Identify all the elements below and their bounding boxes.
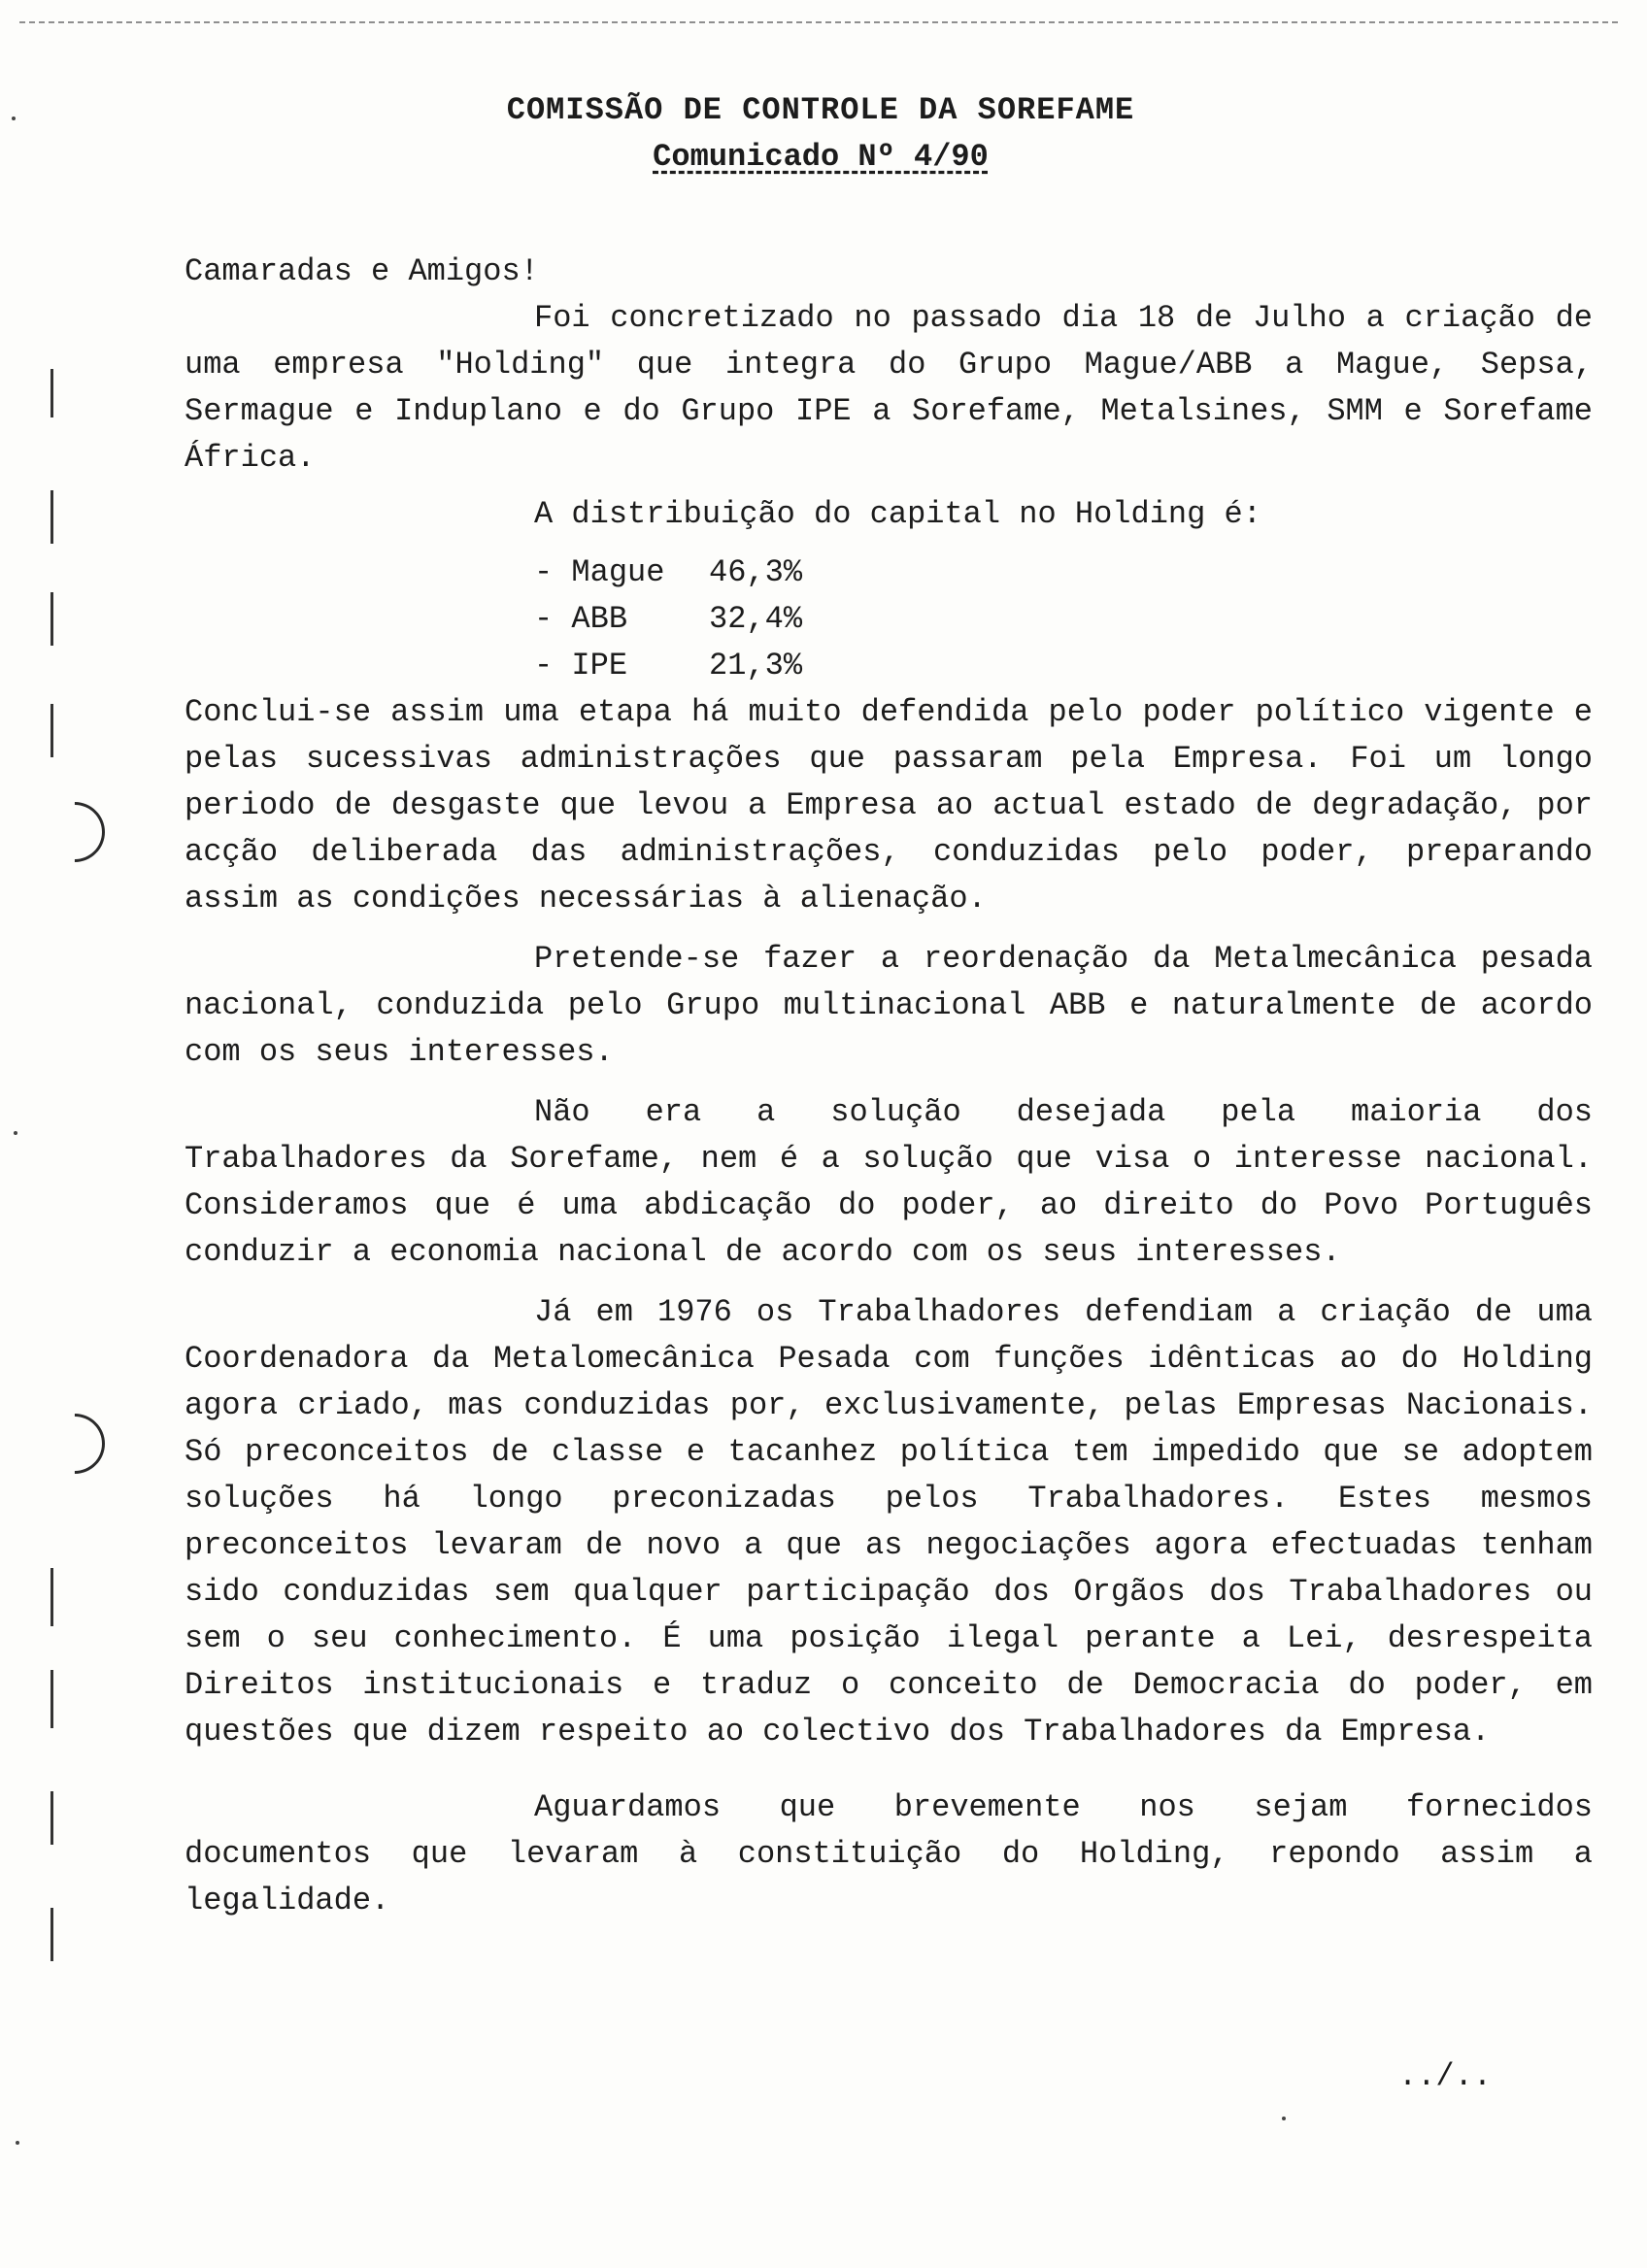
list-item: [534, 643, 1593, 689]
top-dashed-rule: [19, 21, 1618, 23]
capital-holder: - Mague: [534, 554, 665, 590]
capital-distribution-intro: A distribuição do capital no Holding é:: [534, 496, 1261, 532]
margin-mark: [50, 592, 53, 646]
capital-share: 46,3%: [709, 554, 803, 590]
document-subtitle: Comunicado Nº 4/90: [653, 139, 989, 175]
paragraph-reordering: Pretende-se fazer a reordenação da Metalmecânica pesada nacional, conduzida pelo Grupo multinacional ABB e naturalmente de acordo com os seus interesses.: [185, 941, 1593, 1070]
margin-mark: [50, 1670, 53, 1728]
capital-holder: - ABB: [534, 601, 628, 637]
document-title: COMISSÃO DE CONTROLE DA SOREFAME: [506, 92, 1135, 128]
punch-hole: [32, 1401, 118, 1486]
paragraph-holding-creation: Foi concretizado no passado dia 18 de Julho a criação de uma empresa "Holding" que integra do Grupo Mague/ABB a Mague, Sepsa, Sermague e Induplano e do Grupo IPE a Sorefame, Metalsines, SMM e Sorefame África.: [185, 300, 1593, 476]
capital-holder: - IPE: [534, 648, 628, 684]
paragraph-stage-concluded: Conclui-se assim uma etapa há muito defendida pelo poder político vigente e pelas sucessivas administrações que passaram pela Empresa. Foi um longo periodo de desgaste que levou a Empresa ao actual estado de degradação, por acção deliberada das administrações, conduzidas pelo poder, preparando assim as condições necessárias à alienação.: [185, 694, 1593, 917]
scan-speck: [1282, 2117, 1286, 2120]
document-header: [49, 87, 1593, 181]
salutation: Camaradas e Amigos!: [185, 253, 539, 289]
margin-mark: [50, 490, 53, 544]
scan-speck: [14, 1131, 17, 1135]
paragraph-not-desired-solution: Não era a solução desejada pela maioria dos Trabalhadores da Sorefame, nem é a solução que visa o interesse nacional. Consideramos que é uma abdicação do poder, ao direito do Povo Português conduzir a economia nacional de acordo com os seus interesses.: [185, 1094, 1593, 1270]
scan-speck: [12, 117, 16, 120]
margin-mark: [50, 1791, 53, 1845]
document-body: [185, 87, 1593, 1924]
continuation-mark: ../..: [1398, 2058, 1493, 2094]
margin-mark: [50, 369, 53, 417]
margin-mark: [50, 1568, 53, 1626]
list-item: [534, 596, 1593, 643]
paragraph-history-1976: Já em 1976 os Trabalhadores defendiam a criação de uma Coordenadora da Metalomecânica Pesada com funções idênticas ao do Holding agora criado, mas conduzidas por, exclusivamente, pelas Empresas Nacionais. Só preconceitos de classe e tacanhez política tem impedido que se adoptem soluções há longo preconizadas pelos Trabalhadores. Estes mesmos preconceitos levaram de novo a que as negociações agora efectuadas tenham sido conduzidas sem qualquer participação dos Orgãos dos Trabalhadores ou sem o seu conhecimento. É uma posição ilegal perante a Lei, desrespeita Direitos institucionais e traduz o conceito de Democracia do poder, em questões que dizem respeito ao colectivo dos Trabalhadores da Empresa.: [185, 1294, 1593, 1750]
punch-hole: [32, 789, 118, 875]
capital-share: 32,4%: [709, 601, 803, 637]
capital-distribution-list: [185, 550, 1593, 689]
margin-mark: [50, 1908, 53, 1961]
capital-share: 21,3%: [709, 648, 803, 684]
list-item: [534, 550, 1593, 596]
paragraph-awaiting-documents: Aguardamos que brevemente nos sejam fornecidos documentos que levaram à constituição do Holding, repondo assim a legalidade.: [185, 1789, 1593, 1918]
scan-speck: [16, 2141, 19, 2145]
margin-mark: [50, 704, 53, 757]
